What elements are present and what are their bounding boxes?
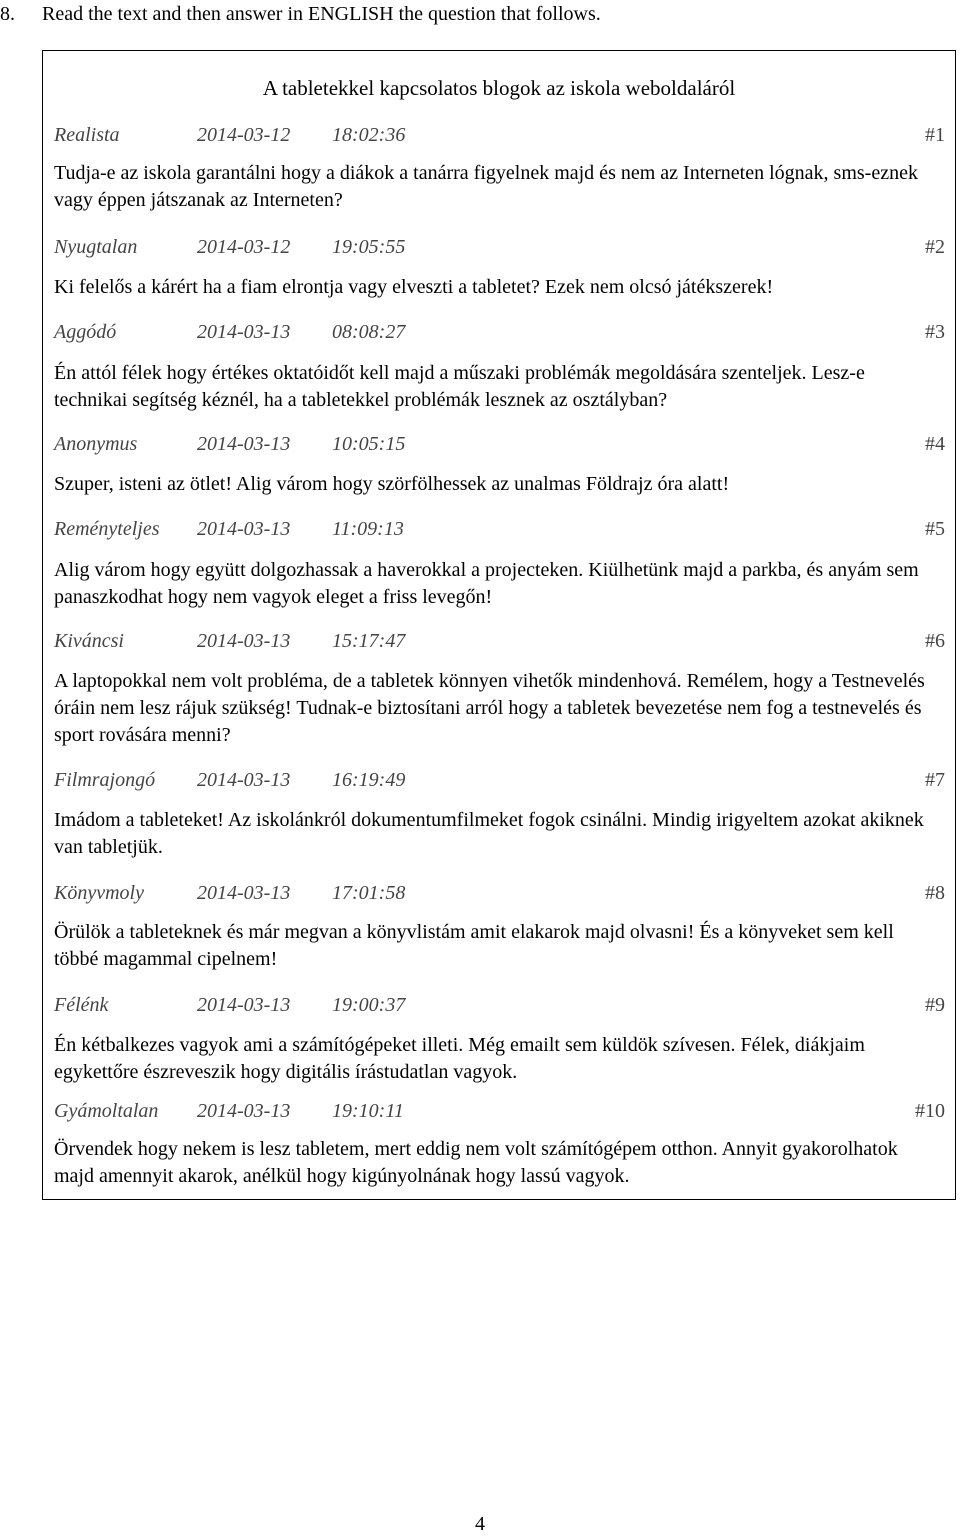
post-time: 19:00:37 [332, 994, 406, 1016]
post-time: 18:02:36 [332, 124, 406, 146]
post-author: Reményteljes [54, 518, 160, 540]
post-date: 2014-03-13 [197, 882, 291, 904]
post-header [54, 628, 945, 654]
post-number: #7 [925, 769, 945, 791]
post-text: Én attól félek hogy értékes oktatóidőt kell majd a műszaki problémák megoldására szenteljek. Lesz-e technikai segítség kéznél, ha a tabletekkel problémák lesznek az osztályban? [54, 362, 865, 411]
post-header [54, 431, 945, 457]
post-number: #5 [925, 518, 945, 540]
post-number: #8 [925, 882, 945, 904]
post-header [54, 1098, 945, 1124]
post-time: 15:17:47 [332, 630, 406, 652]
post-date: 2014-03-13 [197, 994, 291, 1016]
post-author: Kiváncsi [54, 630, 124, 652]
post-date: 2014-03-13 [197, 433, 291, 455]
blog-box-title: A tabletekkel kapcsolatos blogok az iskola weboldaláról [262, 76, 736, 100]
post-number: #6 [925, 630, 945, 652]
post-header [54, 122, 945, 148]
post-header [54, 767, 945, 793]
post-author: Aggódó [54, 321, 117, 343]
post-author: Realista [54, 124, 120, 146]
question-text: Read the text and then answer in ENGLISH the question that follows. [42, 3, 601, 25]
post-number: #2 [925, 236, 945, 258]
post-author: Filmrajongó [54, 769, 156, 791]
post-header [54, 319, 945, 345]
post-number: #1 [925, 124, 945, 146]
post-number: #3 [925, 321, 945, 343]
post-time: 19:05:55 [332, 236, 406, 258]
post-text: Én kétbalkezes vagyok ami a számítógépeket illeti. Még emailt sem küldök szívesen. Félek, diákjaim egykettőre észreveszik hogy digitális írástudatlan vagyok. [54, 1034, 865, 1083]
question-number: 8. [0, 3, 15, 25]
post-text: Örvendek hogy nekem is lesz tabletem, mert eddig nem volt számítógépem otthon. Annyit gyakorolhatok majd amennyit akarok, anélkül hogy kigúnyolnának hogy lassú vagyok. [54, 1138, 898, 1187]
post-header [54, 992, 945, 1018]
post-date: 2014-03-13 [197, 769, 291, 791]
post-date: 2014-03-13 [197, 630, 291, 652]
post-author: Könyvmoly [54, 882, 144, 904]
page-number: 4 [475, 1513, 485, 1535]
post-time: 11:09:13 [332, 518, 404, 540]
post-header [54, 516, 945, 542]
post-text: Alig várom hogy együtt dolgozhassak a haverokkal a projecteken. Kiülhetünk majd a parkba, és anyám sem panaszkodhat hogy nem vagyok eleget a friss levegőn! [54, 559, 919, 608]
post-time: 08:08:27 [332, 321, 406, 343]
post-date: 2014-03-13 [197, 321, 291, 343]
post-text: Szuper, isteni az ötlet! Alig várom hogy szörfölhessek az unalmas Földrajz óra alatt! [54, 473, 730, 495]
post-date: 2014-03-13 [197, 1100, 291, 1122]
post-author: Félénk [54, 994, 109, 1016]
post-header [54, 880, 945, 906]
question-instruction [0, 2, 601, 26]
post-text: A laptopokkal nem volt probléma, de a tabletek könnyen vihetők mindenhová. Remélem, hogy a Testnevelés óráin nem lesz rájuk szükség! Tudnak-e biztosítani arról hogy a tabletek bevezetése nem fog a testnevelés és sport rovására menni? [54, 670, 925, 746]
post-text: Ki felelős a kárért ha a fiam elrontja vagy elveszti a tabletet? Ezek nem olcsó játékszerek! [54, 276, 774, 298]
post-header [54, 234, 945, 260]
post-text: Örülök a tableteknek és már megvan a könyvlistám amit elakarok majd olvasni! És a könyveket sem kell többé magammal cipelnem! [54, 921, 894, 970]
blog-box [42, 50, 956, 1200]
post-time: 19:10:11 [332, 1100, 404, 1122]
post-date: 2014-03-13 [197, 518, 291, 540]
post-author: Gyámoltalan [54, 1100, 159, 1122]
post-time: 17:01:58 [332, 882, 406, 904]
post-author: Nyugtalan [54, 236, 138, 258]
post-number: #4 [925, 433, 945, 455]
post-time: 10:05:15 [332, 433, 406, 455]
post-text: Imádom a tableteket! Az iskolánkról dokumentumfilmeket fogok csinálni. Mindig irigyeltem azokat akiknek van tabletjük. [54, 809, 924, 858]
post-text: Tudja-e az iskola garantálni hogy a diákok a tanárra figyelnek majd és nem az Interneten lógnak, sms-eznek vagy éppen játszanak az Interneten? [54, 162, 918, 211]
post-date: 2014-03-12 [197, 124, 291, 146]
post-date: 2014-03-12 [197, 236, 291, 258]
post-author: Anonymus [54, 433, 138, 455]
post-time: 16:19:49 [332, 769, 406, 791]
post-number: #9 [925, 994, 945, 1016]
post-number: #10 [915, 1100, 945, 1122]
